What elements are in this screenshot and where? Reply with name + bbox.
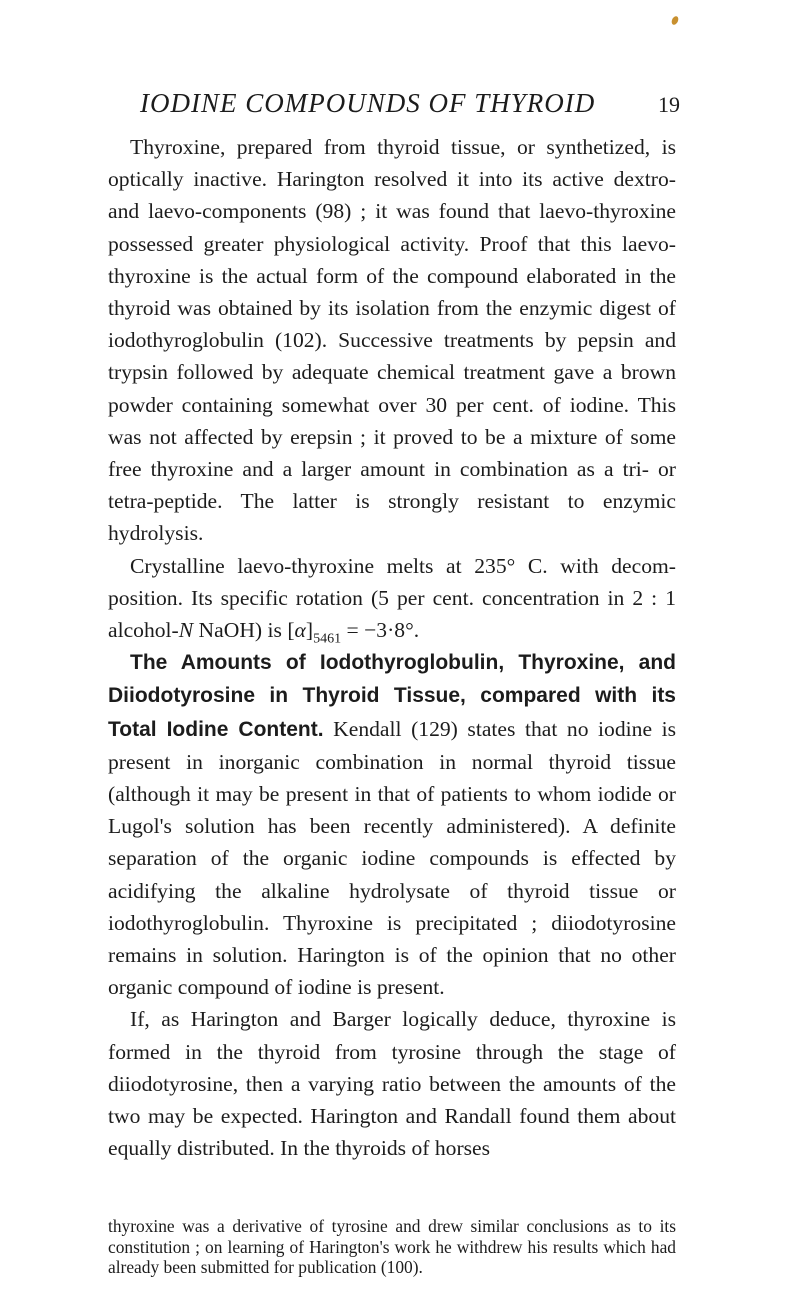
body-text <box>108 131 676 1165</box>
alpha-symbol: α <box>294 618 306 643</box>
wavelength-subscript: 5461 <box>313 630 342 647</box>
running-title: IODINE COMPOUNDS OF THYROID <box>140 88 596 118</box>
paragraph-2-part-c: ] <box>305 618 314 643</box>
page-number: 19 <box>658 92 680 117</box>
paragraph-laevo-thyroxine-properties <box>108 550 676 647</box>
section-body: Kendall (129) states that no iodine is present in inorganic combination in normal thyroid tissue (although it may be present in that of patients to whom iodide or Lugol's solution has been recently administered). A definite separation of the organic iodine compounds is effected by acidifying the alkaline hydrolysate of thyroid tissue or iodothyroglobulin. Thyroxine is precipitated ; diiodotyrosine remains in solution. Harington is of the opinion that no other organic compound of iodine is present. <box>108 716 676 1000</box>
paragraph-iodine-amounts <box>108 646 676 1003</box>
footnote-text: thyroxine was a derivative of tyrosine and drew similar conclusions as to its constitution ; on learning of Harington's work he withdrew his results which had already been submitted for publication (100). <box>108 1216 676 1277</box>
paragraph-2-part-b: NaOH) is [ <box>193 618 295 643</box>
normality-symbol: N <box>178 618 194 643</box>
section-heading: The Amounts of Iodothyroglobulin, Thyroxine, and Diiodotyrosine in Thyroid Tissue, compared with its Total Iodine Content. <box>108 651 676 741</box>
paragraph-2-part-a: Crystalline laevo-thyroxine melts at 235° C. with decomposition. Its specific rotation (5 per cent. concentration in 2 : 1 alcohol- <box>108 553 676 643</box>
page-header <box>140 88 680 128</box>
footnote <box>108 1216 676 1278</box>
paragraph-harington-barger: If, as Harington and Barger logically deduce, thyroxine is formed in the thyroid from tyrosine through the stage of diiodotyrosine, then a varying ratio between the amounts of the two may be expected. Harington and Randall found them about equally distributed. In the thyroids of horses <box>108 1007 676 1161</box>
paragraph-thyroxine-resolution: Thyroxine, prepared from thyroid tissue, or synthetized, is optically inactive. Harington resolved it into its active dextro- and laevo-components (98) ; it was found that laevo-thyroxine possessed greater physiological activity. Proof that this laevo-thyroxine is the actual form of the compound elaborated in the thyroid was obtained by its isolation from the enzymic digest of iodothyroglobulin (102). Successive treatments by pepsin and trypsin followed by adequate chemical treatment gave a brown powder containing somewhat over 30 per cent. of iodine. This was not affected by erepsin ; it proved to be a mixture of some free thyroxine and a larger amount in combination as a tri- or tetra-peptide. The latter is strongly resistant to enzymic hydrolysis. <box>108 135 676 546</box>
ink-mark <box>670 15 679 26</box>
paragraph-2-part-d: = −3·8°. <box>341 618 420 643</box>
